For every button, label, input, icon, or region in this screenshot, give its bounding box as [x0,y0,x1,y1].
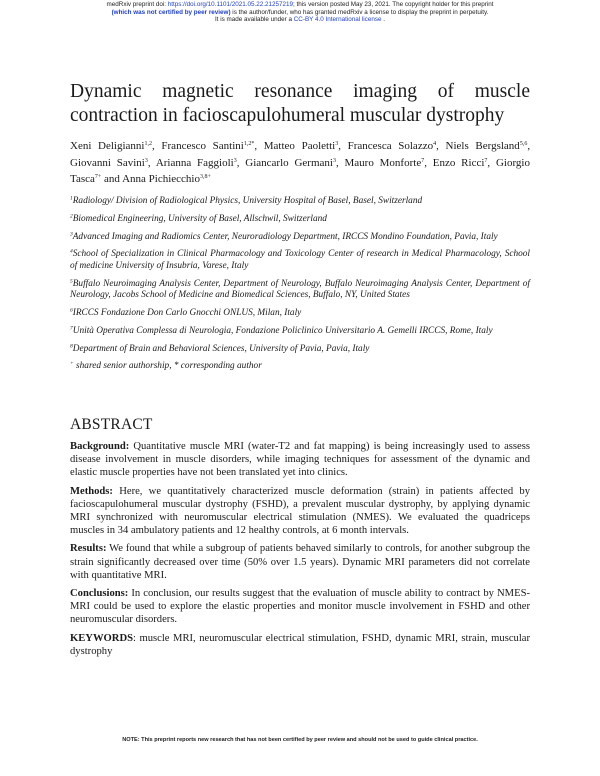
author-affiliation-mark: 3 [332,157,336,164]
affiliation-mark: 8 [70,343,73,350]
affiliation-text: IRCCS Fondazione Don Carlo Gnocchi ONLUS, Milan, Italy [72,307,302,318]
results-label: Results: [70,543,107,555]
affiliation-list [70,196,530,379]
conclusions-text: In conclusion, our results suggest that the evaluation of muscle ability to contract by NMES-MRI could be used to explore the elastic properties and monitor muscle involvement in FSHD and other neuromuscular disorders. [70,588,530,626]
license-link[interactable]: CC-BY 4.0 International license [293,16,382,24]
author-name: Enzo Ricci [432,156,485,169]
header-copyright-text: ; this version posted May 23, 2021. The copyright holder for this preprint [293,1,494,8]
author [348,140,436,152]
author [161,140,254,152]
methods-text: Here, we quantitatively characterized muscle deformation (strain) in patients affected by facioscapulohumeral muscular dystrophy (FSHD), a prevalent muscular dystrophy, by applying dynamic MRI synchronized with neuromuscular electrical stimulation (NMES). We evaluated the quadriceps muscles in 34 ambulatory patients and 12 healthy controls, at 6 month intervals. [70,485,530,537]
header-not-certified: (which was not certified by peer review) [111,8,231,16]
affiliation [70,308,530,320]
methods-label: Methods: [70,485,113,497]
header-period: . [381,16,385,24]
author-name: Arianna Faggioli [155,156,234,169]
abstract-conclusions [70,587,530,627]
affiliation [70,249,530,272]
affiliation-mark: 7 [70,325,73,332]
header-license-text: is the author/funder, who has granted medRxiv a license to display the preprint in perpetuity. [230,8,489,16]
conclusions-label: Conclusions: [70,588,129,600]
header-line-3 [40,16,560,24]
header-available-text: It is made available under a [214,16,294,24]
affiliation-mark: 4 [70,248,73,255]
doi-link[interactable]: https://doi.org/10.1101/2021.05.22.21257219 [167,1,294,8]
abstract-body [70,440,530,663]
author-name: Giancarlo Germani [245,156,333,169]
author-name: Matteo Paoletti [263,140,336,152]
affiliation-text: Buffalo Neuroimaging Analysis Center, Department of Neurology, Buffalo Neuroimaging Analysis Center, Department of Neurology, Jacobs School of Medicine and Biomedical Sciences, Buffalo, NY, United States [70,278,530,301]
author-name: Giovanni Savini [70,156,145,169]
abstract-keywords [70,632,530,658]
results-text: We found that while a subgroup of patients behaved similarly to controls, for another subgroup the strain significantly decreased over time (50% over 1.5 years). Dynamic MRI parameters did not correlate with quantitative MRI. [70,543,530,581]
header-doi-prefix: medRxiv preprint doi: [106,1,168,8]
header-line-2 [40,9,560,17]
author-name: Mauro Monforte [344,156,422,169]
affiliation-mark: 1 [70,195,73,202]
preprint-header [40,1,560,24]
affiliation-text: Radiology/ Division of Radiological Physics, University Hospital of Basel, Basel, Switzerland [72,196,423,206]
author-name: Giorgio Tasca [70,156,530,185]
author-affiliation-mark: 1,2 [144,141,152,147]
paper-title [70,80,530,128]
affiliation-text: Unità Operativa Complessa di Neurologia, Fondazione Policlinico Universitario A. Gemelli IRCCS, Rome, Italy [72,325,493,336]
abstract-background [70,440,530,480]
author-list: Xeni Deligianni$^{1,2}$, Francesco Santini$^{1,2*}$, Matteo Paoletti$^3$, Francesca Solazzo$^4$, Niels Bergsland$^{5,6}$, Giovanni Savini$^3$, Arianna Faggioli$^3$, Giancarlo Germani$^3$, Mauro Monforte$^7$, Enzo Ricci$^7$, Giorgio Tasca$^{7+}$ and Anna Pichiecchio$^{3,8+}$ [70,140,531,185]
author-name: Niels Bergsland [445,140,520,152]
author-affiliation-mark: 3 [233,157,237,164]
author-name: Anna Pichiecchio [122,173,200,185]
author [345,157,425,169]
background-text: Quantitative muscle MRI (water-T2 and fat mapping) is being increasingly used to assess disease involvement in muscle disorders, while imaging techniques for assessment of the dynamic and elastic muscle properties have not been translated yet into clinics. [70,441,530,479]
abstract-methods [70,485,530,538]
author-name: Francesco Santini [161,140,244,152]
header-line-1 [40,1,560,9]
affiliation-mark: 2 [70,213,73,220]
author-affiliation-mark: 7 [421,157,425,164]
affiliation [70,214,530,226]
affiliation [70,279,530,302]
affiliation-mark: + [70,360,74,367]
author-affiliation-mark: 4 [433,141,437,147]
background-label: Background: [70,441,130,452]
author-affiliation-mark: 3 [335,141,339,147]
peer-review-note: NOTE: This preprint reports new research that has not been certified by peer review and should not be used to guide clinical practice. [122,737,478,743]
title-line-2: contraction in facioscapulohumeral muscular dystrophy [70,105,505,126]
author [122,173,211,185]
affiliation-text: shared senior authorship, * corresponding author [73,361,262,372]
author-affiliation-mark: 3,8+ [199,174,211,180]
affiliation-mark: 6 [70,307,73,314]
author [446,140,528,152]
affiliation [70,326,530,338]
affiliation-mark: 3 [70,231,73,238]
author [156,157,237,169]
author-name: Francesca Solazzo [347,140,434,152]
affiliation-text: School of Specialization in Clinical Pharmacology and Toxicology Center of research in Medical Pharmacology, School of medicine University of Insubria, Varese, Italy [70,249,530,271]
affiliation-text: Biomedical Engineering, University of Basel, Allschwil, Switzerland [72,213,327,224]
author-joiner: and [101,173,123,185]
author [433,157,488,169]
abstract-results [70,542,530,582]
author-affiliation-mark: 7 [484,157,488,164]
affiliation-mark: 5 [70,278,73,285]
author [264,140,338,152]
affiliation-text: Department of Brain and Behavioral Sciences, University of Pavia, Pavia, Italy [72,343,370,354]
author-affiliation-mark: 3 [144,157,148,164]
affiliation-text: Advanced Imaging and Radiomics Center, Neuroradiology Department, IRCCS Mondino Foundation, Pavia, Italy [72,231,498,242]
affiliation [70,361,530,373]
author [70,157,148,169]
keywords-text: : muscle MRI, neuromuscular electrical stimulation, FSHD, dynamic MRI, strain, muscular dystrophy [70,632,530,657]
affiliation [70,344,530,356]
affiliation [70,196,530,208]
author-affiliation-mark: 7+ [94,174,102,180]
author [70,140,152,152]
title-line-1: Dynamic magnetic resonance imaging of muscle [70,81,530,102]
abstract-heading: ABSTRACT [70,416,153,433]
affiliation [70,232,530,244]
author-name: Xeni Deligianni [70,140,145,152]
author-affiliation-mark: 1,2* [243,141,255,147]
keywords-label: KEYWORDS [70,632,133,644]
author-affiliation-mark: 5,6 [519,141,528,147]
author [245,157,336,169]
